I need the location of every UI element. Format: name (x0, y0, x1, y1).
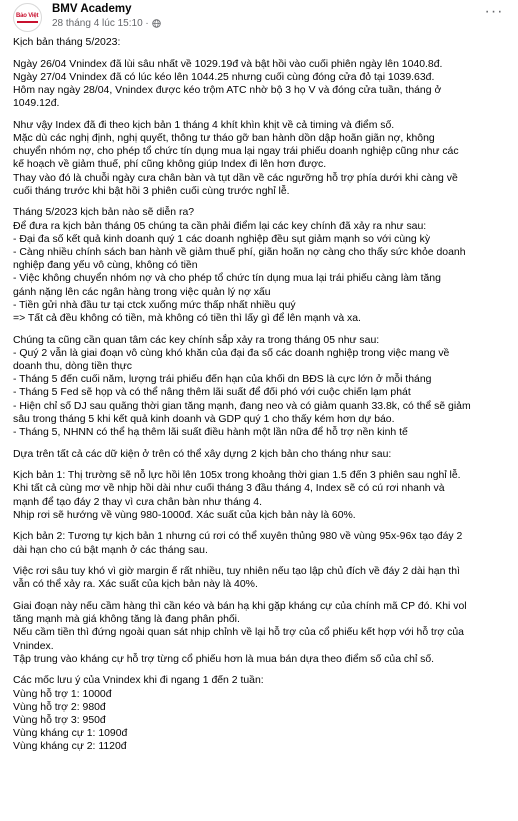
post-text-line: - Đại đa số kết quả kinh doanh quý 1 các doanh nghiệp đều sụt giảm mạnh so với cùng kỳ (13, 233, 431, 245)
post-text-line: - Tháng 5 đến cuối năm, lượng trái phiếu đến hạn của khối dn BĐS là cực lớn ở mỗi tháng (13, 374, 432, 386)
post-text-line: Như vậy Index đã đi theo kịch bản 1 tháng 4 khít khìn khịt về cả timing và điểm số. (13, 119, 395, 131)
post-text-line: cuối tháng trước khi bật hồi 3 phiên cuối cùng trước nghỉ lễ. (13, 185, 290, 197)
post-text-line: - Hiện chỉ số DJ sau quãng thời gian tăng mạnh, đang neo và có giảm quanh 33.8k, có thể sẽ giảm (13, 400, 471, 412)
post-paragraph (13, 469, 510, 522)
post-paragraph (13, 600, 510, 666)
post-text-line: Chúng ta cũng cần quan tâm các key chính sắp xảy ra trong tháng 05 như sau: (13, 334, 380, 346)
post-text-line: Nhịp rơi sẽ hướng về vùng 980-1000đ. Xác suất của kịch bản này là 60%. (13, 509, 356, 521)
post-text-line: Ngày 26/04 Vnindex đã lùi sâu nhất về 1029.19đ và bật hồi vào cuối phiên ngày lên 1040.8đ. (13, 58, 443, 70)
post-paragraph (13, 530, 510, 556)
post-text-line: Vùng hỗ trợ 1: 1000đ (13, 688, 112, 700)
post-text-line: Kịch bản 1: Thị trường sẽ nỗ lực hồi lên 105x trong khoảng thời gian 1.5 đến 3 phiên sau nghỉ lễ. (13, 470, 461, 482)
post-meta (52, 18, 161, 29)
post-text-line: - Quý 2 vẫn là giai đoạn vô cùng khó khăn của đại đa số các doanh nghiệp trong việc mang về (13, 347, 450, 359)
post-text-line: Vùng hỗ trợ 3: 950đ (13, 715, 106, 727)
post-paragraph (13, 36, 510, 49)
globe-icon (152, 19, 161, 28)
post-text-line: Dựa trên tất cả các dữ kiện ở trên có thể xây dựng 2 kịch bản cho tháng như sau: (13, 448, 392, 460)
post-text-line: vẫn có thể xảy ra. Xác suất của kịch bản này là 40%. (13, 579, 258, 591)
post-text-line: - Việc không chuyển nhóm nợ và cho phép tổ chức tín dụng mua lại trái phiếu càng làm tăng (13, 273, 441, 285)
post-paragraph (13, 206, 510, 325)
post-paragraph (13, 565, 510, 591)
post-content (13, 36, 510, 754)
post-text-line: kế hoạch về giảm thuế, phí cũng không giúp Index đi lên hơn được. (13, 159, 327, 171)
post-text-line: Kịch bản tháng 5/2023: (13, 37, 121, 48)
post-text-line: doanh thu, dòng tiền thực (13, 361, 132, 373)
post-paragraph (13, 334, 510, 440)
post-text-line: Vùng hỗ trợ 2: 980đ (13, 701, 106, 713)
post-text-line: => Tất cả đều không có tiền, mà không có tiền thì lấy gì để lên mạnh và xa. (13, 313, 361, 325)
post-text-line: Để đưa ra kịch bản tháng 05 chúng ta cần phải điểm lại các key chính đã xảy ra như sau: (13, 220, 427, 232)
author-name[interactable]: BMV Academy (52, 3, 132, 15)
post-text-line: 1049.12đ. (13, 98, 60, 110)
post-text-line: Mặc dù các nghị định, nghị quyết, thông tư tháo gỡ ban hành dồn dập hoãn giãn nợ, không (13, 133, 435, 144)
post-text-line: Nếu cầm tiền thì đứng ngoài quan sát nhịp chỉnh về lại hỗ trợ của cổ phiếu kết hợp với hỗ trợ của (13, 627, 464, 639)
post-text-line: Thay vào đó là chuỗi ngày cưa chân bàn và tụt dần về các ngưỡng hỗ trợ phía dưới khi càng về (13, 172, 458, 184)
post-text-line: Vùng kháng cự 1: 1090đ (13, 728, 128, 740)
post-text-line: Vùng kháng cự 2: 1120đ (13, 741, 127, 753)
post-text-line: Khi tất cả cùng mơ về nhịp hồi dài như cuối tháng 3 đầu tháng 4, Index sẽ có cú rơi nhanh và (13, 483, 445, 495)
post-text-line: mạnh để tạo đáy 2 thay vì cưa chân bàn như tháng 4. (13, 496, 262, 508)
post-text-line: Ngày 27/04 Vnindex đã có lúc kéo lên 1044.25 nhưng cuối cùng đóng cửa đỏ tại 1039.63đ. (13, 71, 435, 83)
post-text-line: tăng mạnh mà giá không tăng là đang phân phối. (13, 614, 240, 626)
post-paragraph (13, 119, 510, 198)
post-timestamp[interactable]: 28 tháng 4 lúc 15:10 · (52, 18, 149, 29)
post-text-line: Các mốc lưu ý của Vnindex khi đi ngang 1 đến 2 tuần: (13, 675, 264, 687)
post-paragraph (13, 674, 510, 753)
post-text-line: - Càng nhiều chính sách ban hành về giảm thuế phí, giãn hoãn nợ càng cho thấy sức khỏe doanh (13, 247, 466, 259)
brand-logo: Bảo Việt (16, 13, 39, 19)
post-paragraph (13, 58, 510, 111)
post-text-line: gánh nặng lên các ngân hàng trong việc quản lý nợ xấu (13, 286, 271, 298)
post-text-line: chuyển nhóm nợ, cho phép tổ chức tín dụng mua lại ngay trái phiếu doanh nghiệp cũng như các (13, 146, 459, 158)
post-text-line: Tháng 5/2023 kịch bản nào sẽ diễn ra? (13, 207, 195, 219)
post-header (13, 0, 510, 36)
post-text-line: Tập trung vào kháng cự hỗ trợ từng cổ phiếu hơn là mua bán dựa theo điểm số của chỉ số. (13, 653, 435, 665)
more-options-button[interactable]: ··· (484, 3, 504, 20)
brand-logo-bar (17, 21, 38, 23)
post-text-line: - Tiền gửi nhà đầu tư tại ctck xuống mức thấp nhất nhiều quý (13, 299, 296, 311)
post-text-line: - Tháng 5 Fed sẽ họp và có thể nâng thêm lãi suất để đối phó với cuộc chiến lạm phát (13, 387, 411, 399)
avatar[interactable] (13, 3, 42, 32)
post-text-line: Việc rơi sâu tuy khó vì giờ margin ế rất nhiều, tuy nhiên nếu tạo lập chủ đích về đáy 2 dài hạn thì (13, 566, 460, 578)
post-text-line: Kịch bản 2: Tương tự kịch bản 1 nhưng cú rơi có thể xuyên thủng 980 về vùng 95x-96x tạo đáy 2 (13, 531, 463, 543)
post-text-line: Giai đoạn này nếu cầm hàng thì cần kéo và bán hạ khi gặp kháng cự của chính mã CP đó. Khi vol (13, 601, 467, 613)
post-text-line: sâu trong tháng 5 khi kết quả kinh doanh và GDP quý 1 cho thấy kém hơn dự báo. (13, 413, 395, 425)
post-text-line: - Tháng 5, NHNN có thể hạ thêm lãi suất điều hành một lần nữa để hỗ trợ nền kinh tế (13, 427, 408, 439)
post-text-line: dài hạn cho cú bật mạnh ở các tháng sau. (13, 544, 208, 556)
post-paragraph (13, 448, 510, 461)
post-text-line: nghiệp đang yếu vô cùng, không có tiền (13, 260, 198, 272)
post-text-line: Vnindex. (13, 640, 54, 652)
post-text-line: Hôm nay ngày 28/04, Vnindex được kéo trộm ATC nhờ bộ 3 họ V và đóng cửa tuần, tháng ở (13, 85, 442, 96)
